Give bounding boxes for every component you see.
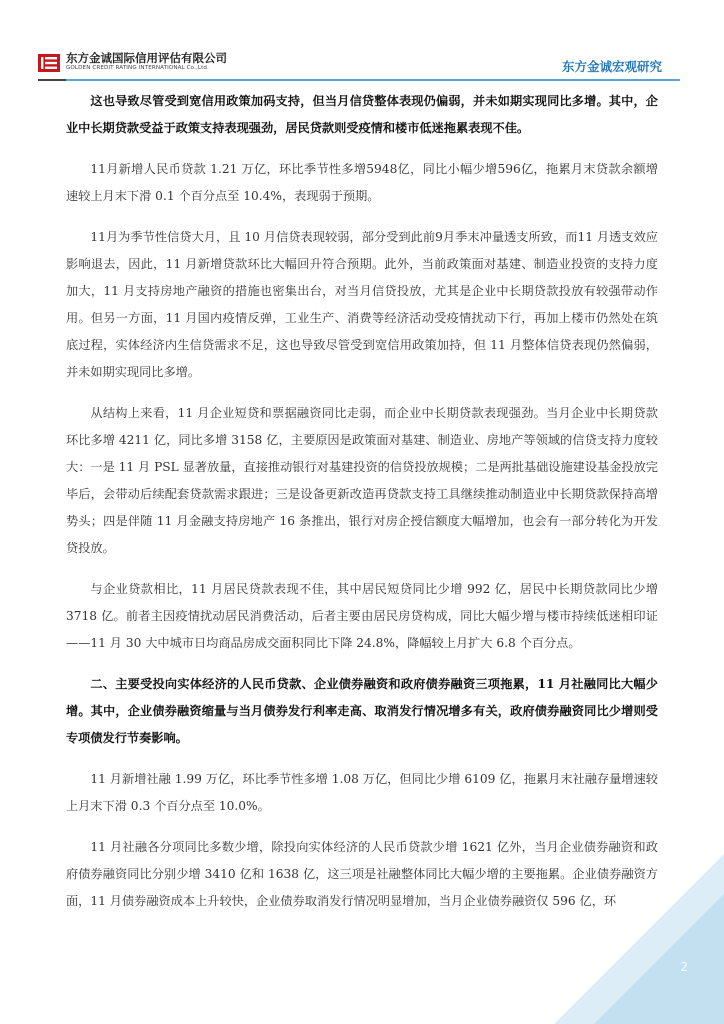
paragraph: 11 月社融各分项同比多数少增，除投向实体经济的人民币贷款少增 1621 亿外，当月企业债券融资和政府债券融资同比分别少增 3410 亿和 1638 亿，这三项是社融整体同比大幅少增的主要拖累。企业债券融资方面，11 月债券融资成本上升较快，企业债券取消发行情况明显增加，当月企业债券融资仅 596 亿，环 xyxy=(66,840,658,908)
paragraph: 11 月新增社融 1.99 万亿，环比季节性多增 1.08 万亿，但同比少增 6109 亿，拖累月末社融存量增速较上月末下滑 0.3 个百分点至 10.0%。 xyxy=(66,772,658,813)
paragraph: 从结构上来看，11 月企业短贷和票据融资同比走弱，而企业中长期贷款表现强劲。当月企业中长期贷款环比多增 4211 亿，同比多增 3158 亿，主要原因是政策面对基建、制造业、房地产等领域的信贷支持力度较大：一是 11 月 PSL 显著放量，直接推动银行对基建投资的信贷投放规模；二是两批基础设施建设基金投放完毕后，会带动后续配套贷款需求跟进；三是设备更新改造再贷款支持工具继续推动制造业中长期贷款保持高增势头；四是伴随 11 月金融支持房地产 16 条推出，银行对房企授信额度大幅增加，也会有一部分转化为开发贷投放。 xyxy=(66,406,658,555)
header-divider-dark xyxy=(38,79,66,81)
document-body xyxy=(66,88,658,929)
corner-decoration xyxy=(524,854,724,1024)
paragraph-bold: 这也导致尽管受到宽信用政策加码支持，但当月信贷整体表现仍偏弱，并未如期实现同比多增。其中，企业中长期贷款受益于政策支持表现强劲，居民贷款则受疫情和楼市低迷拖累表现不佳。 xyxy=(66,94,658,135)
page-header xyxy=(0,0,724,84)
paragraph: 11月新增人民币贷款 1.21 万亿，环比季节性多增5948亿，同比小幅少增596亿，拖累月末贷款余额增速较上月末下滑 0.1 个百分点至 10.4%，表现弱于预期。 xyxy=(66,162,658,203)
company-name-en: GOLDEN CREDIT RATING INTERNATIONAL Co.,Ltd. xyxy=(66,65,209,71)
section-heading: 二、主要受投向实体经济的人民币贷款、企业债券融资和政府债券融资三项拖累，11 月社融同比大幅少增。其中，企业债券融资缩量与当月债券发行利率走高、取消发行情况增多有关，政府债券融资同比少增则受专项债发行节奏影响。 xyxy=(66,677,658,745)
paragraph: 11月为季节性信贷大月，且 10 月信贷表现较弱，部分受到此前9月季末冲量透支所致，而11 月透支效应影响退去，因此，11 月新增贷款环比大幅回升符合预期。此外，当前政策面对基建、制造业投资的支持力度加大，11 月支持房地产融资的措施也密集出台，对当月信贷投放，尤其是企业中长期贷款投放有较强带动作用。但另一方面，11 月国内疫情反弹，工业生产、消费等经济活动受疫情扰动下行，再加上楼市仍然处在筑底过程，实体经济内生信贷需求不足，这也导致尽管受到宽信用政策加持，但 11 月整体信贷表现仍然偏弱，并未如期实现同比多增。 xyxy=(66,230,658,379)
paragraph: 与企业贷款相比，11 月居民贷款表现不佳，其中居民短贷同比少增 992 亿，居民中长期贷款同比少增 3718 亿。前者主因疫情扰动居民消费活动，后者主要由居民房贷构成，同比大幅少增与楼市持续低迷相印证——11 月 30 大中城市日均商品房成交面积同比下降 24.8%，降幅较上月扩大 6.8 个百分点。 xyxy=(66,582,658,650)
header-divider xyxy=(66,79,680,81)
section-title: 东方金诚宏观研究 xyxy=(561,59,662,74)
company-logo-icon xyxy=(38,52,60,74)
page-number: 2 xyxy=(680,960,688,974)
company-name-cn: 东方金诚国际信用评估有限公司 xyxy=(66,51,227,65)
